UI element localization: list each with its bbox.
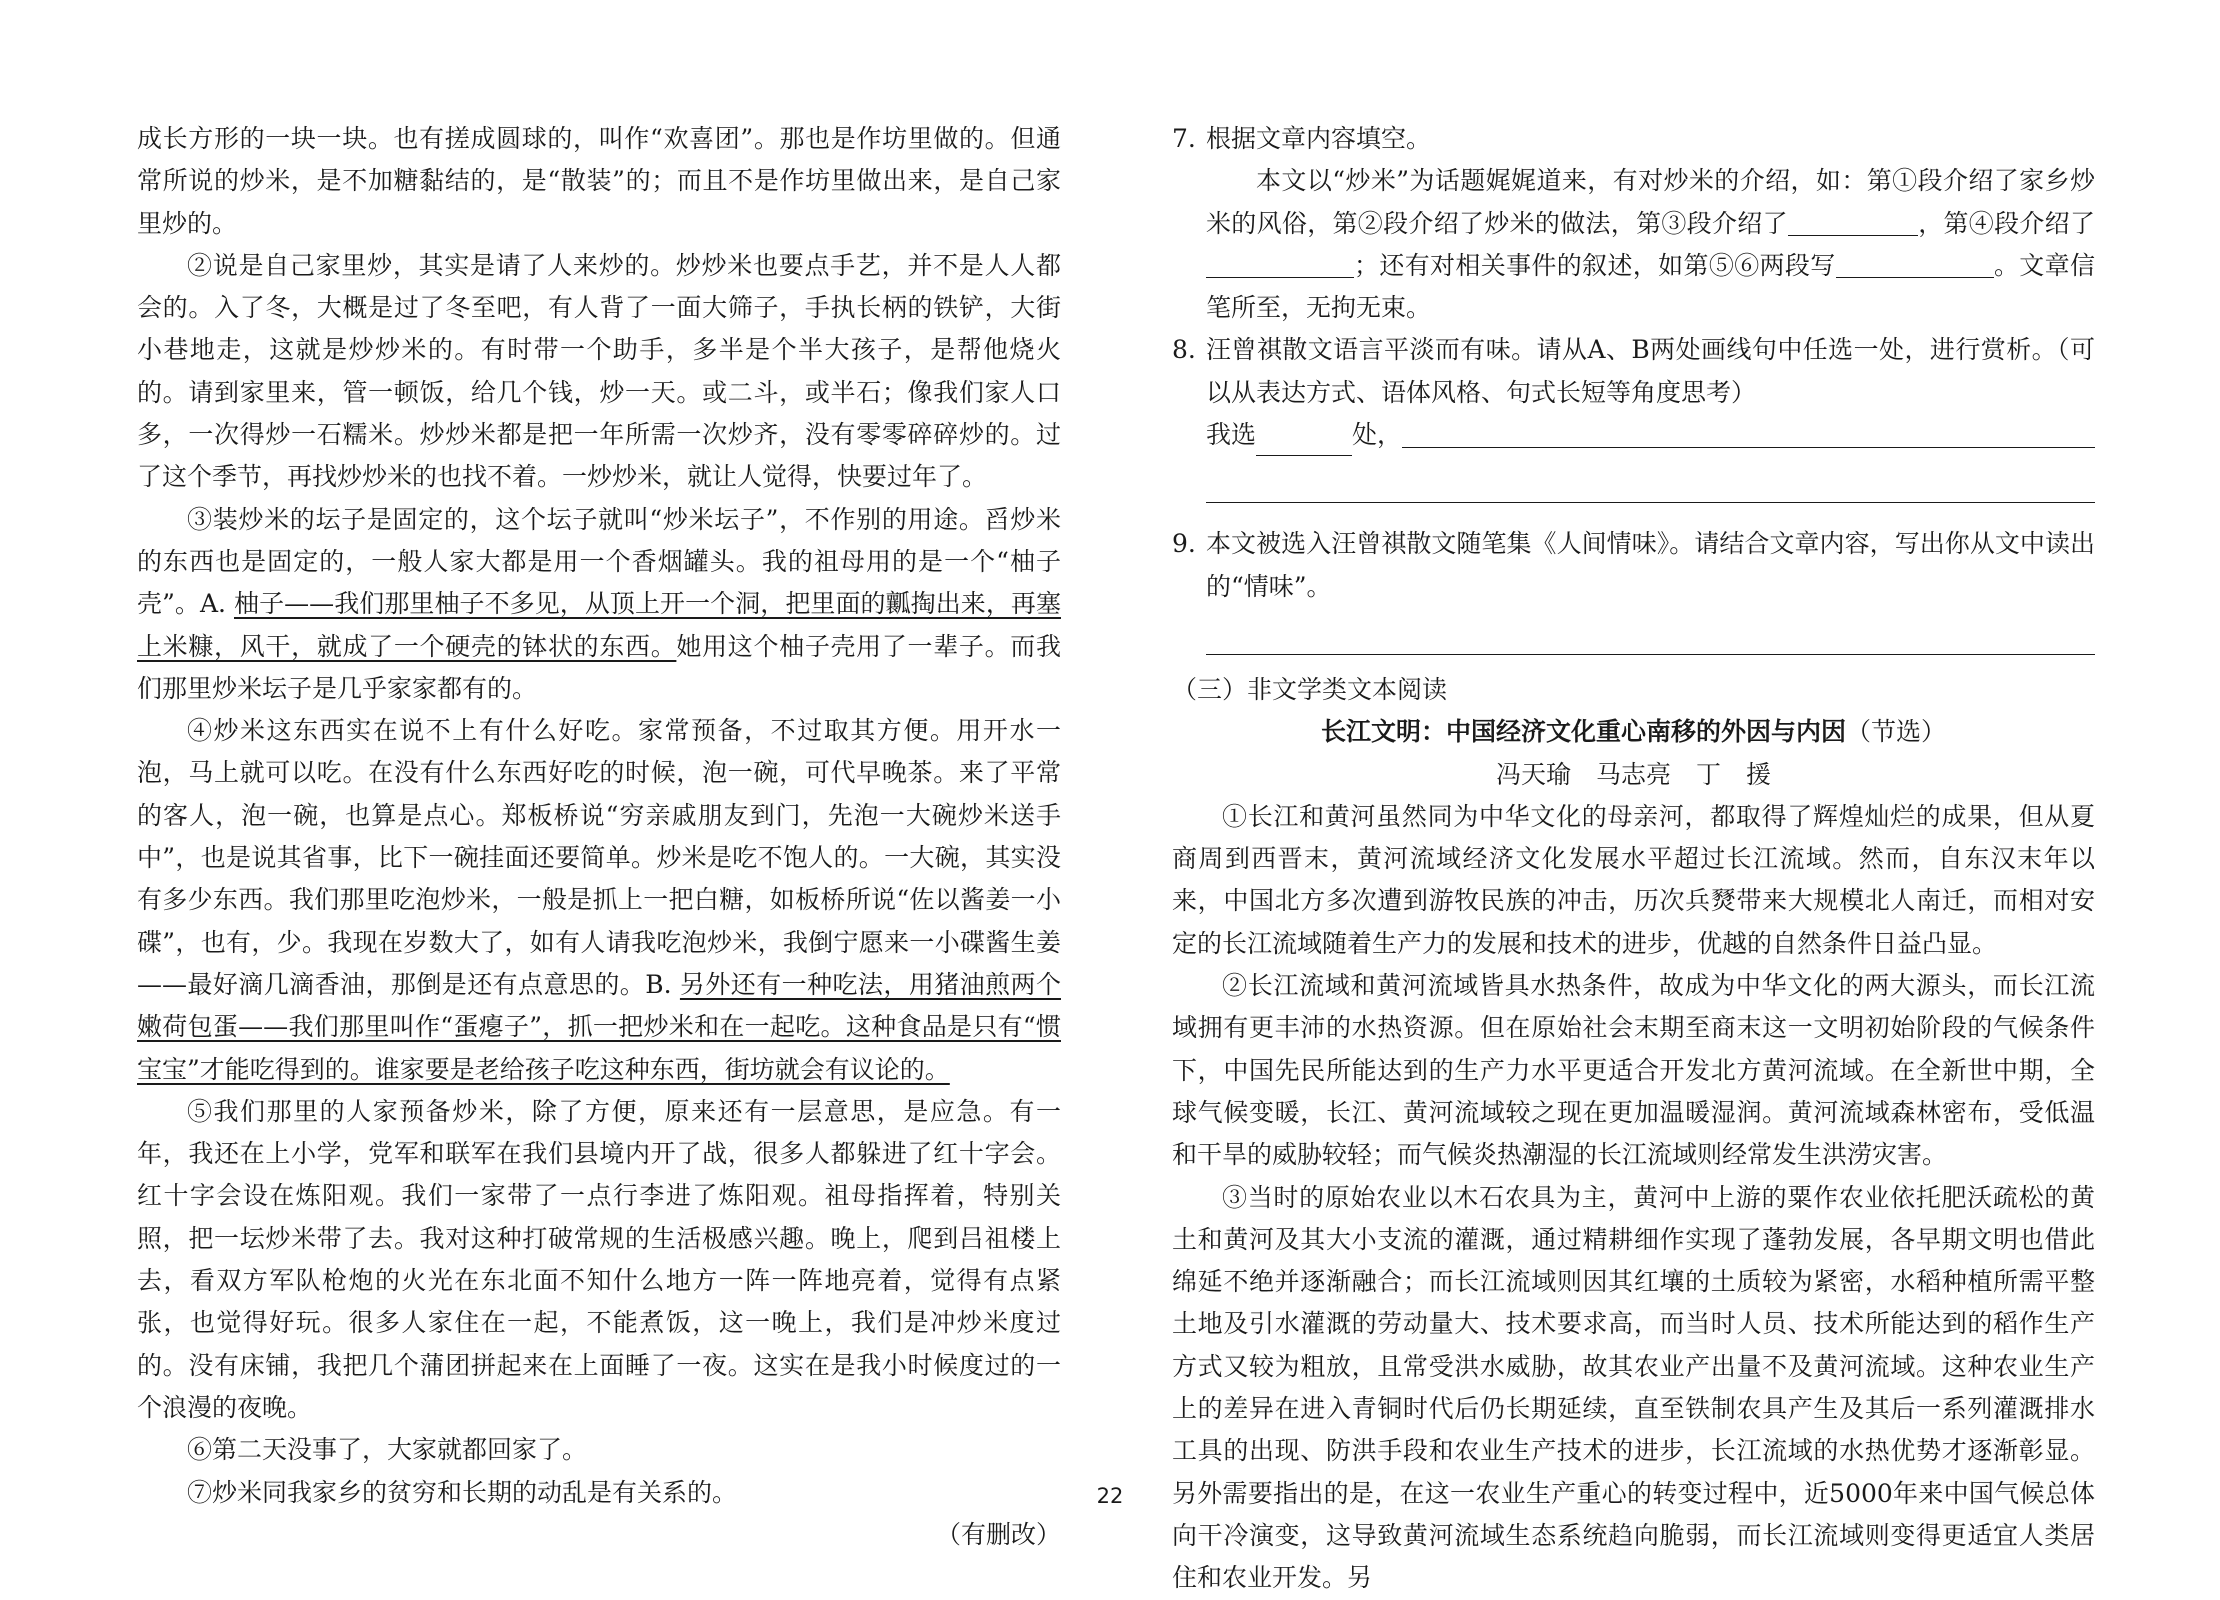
answer-line[interactable] — [1402, 419, 2095, 448]
article-paragraph-1: ①长江和黄河虽然同为中华文化的母亲河，都取得了辉煌灿烂的成果，但从夏商周到西晋末，黄河流域经济文化发展水平超过长江流域。然而，自东汉末年以来，中国北方多次遭到游牧民族的冲击，历次兵燹带来大规模北人南迁，而相对安定的长江流域随着生产力的发展和技术的进步，优越的自然条件日益凸显。 — [1172, 801, 2095, 958]
page-number: 22 — [1096, 1484, 1124, 1508]
question-7-fill-text — [1206, 160, 2095, 329]
underlined-sentence-a: 柚子——我们那里柚子不多见，从顶上开一个洞，把里面的瓤掏出来，再塞上米糠，风干，就成了一个硬壳的钵状的东西。 — [137, 589, 1061, 661]
question-7-text-3: ；还有对相关事件的叙述，如第⑤⑥两段写 — [1354, 250, 1836, 280]
question-9-prompt: 本文被选入汪曾祺散文随笔集《人间情味》。请结合文章内容，写出你从文中读出的“情味”。 — [1206, 529, 2095, 601]
question-9-number: 9. — [1172, 529, 1196, 559]
paragraph-3-text-b: 她用这个柚子壳用了一辈子。而我们那里炒米坛子是几乎家家都有的。 — [137, 631, 1061, 703]
left-column — [137, 118, 1061, 1556]
question-8 — [1172, 329, 2095, 456]
choice-blank[interactable] — [1256, 429, 1352, 456]
question-7-text-4: 。文章信笔所至，无拘无束。 — [1206, 250, 2095, 323]
source-note: （有删改） — [935, 1519, 1061, 1549]
question-7-text-1: 本文以“炒米”为话题娓娓道来，有对炒米的介绍，如：第①段介绍了家乡炒米的风俗，第②段介绍了炒米的做法，第③段介绍了 — [1206, 166, 2095, 238]
article-title-sub: （节选） — [1846, 717, 1947, 747]
right-column — [1172, 118, 2095, 1600]
paragraph-4-text-a: ④炒米这东西实在说不上有什么好吃。家常预备，不过取其方便。用开水一泡，马上就可以吃。在没有什么东西好吃的时候，泡一碗，可代早晚茶。来了平常的客人，泡一碗，也算是点心。郑板桥说“穷亲戚朋友到门，先泡一大碗炒米送手中”，也是说其省事，比下一碗挂面还要简单。炒米是吃不饱人的。一大碗，其实没有多少东西。我们那里吃泡炒米，一般是抓上一把白糖，如板桥所说“佐以酱姜一小碟”，也有，少。我现在岁数大了，如有人请我吃泡炒米，我倒宁愿来一小碟酱生姜——最好滴几滴香油，那倒是还有点意思的。B. — [137, 716, 1061, 999]
question-7-prompt: 根据文章内容填空。 — [1206, 124, 1432, 153]
article-paragraph-3: ③当时的原始农业以木石农具为主，黄河中上游的粟作农业依托肥沃疏松的黄土和黄河及其大小支流的灌溉，通过精耕细作实现了蓬勃发展，各早期文明也借此绵延不绝并逐渐融合；而长江流域则因其红壤的土质较为紧密，水稻种植所需平整土地及引水灌溉的劳动量大、技术要求高，而当时人员、技术所能达到的稻作生产方式又较为粗放，且常受洪水威胁，故其农业产出量不及黄河流域。这种农业生产上的差异在进入青铜时代后仍长期延续，直至铁制农具产生及其后一系列灌溉排水工具的出现、防洪手段和农业生产技术的进步，长江流域的水热优势才逐渐彰显。另外需要指出的是，在这一农业生产重心的转变过程中，近5000年来中国气候总体向干冷演变，这导致黄河流域生态系统趋向脆弱，而长江流域则变得更适宜人类居住和农业开发。另 — [1172, 1182, 2095, 1593]
section-heading: （三）非文学类文本阅读 — [1172, 674, 1448, 704]
question-8-choose-label-a: 我选 — [1206, 420, 1257, 450]
paragraph-5: ⑤我们那里的人家预备炒米，除了方便，原来还有一层意思，是应急。有一年，我还在上小学，党军和联军在我们县境内开了战，很多人都躲进了红十字会。红十字会设在炼阳观。我们一家带了一点行李进了炼阳观。祖母指挥着，特别关照，把一坛炒米带了去。我对这种打破常规的生活极感兴趣。晚上，爬到吕祖楼上去，看双方军队枪炮的火光在东北面不知什么地方一阵一阵地亮着，觉得有点紧张，也觉得好玩。很多人家住在一起，不能煮饭，这一晚上，我们是冲炒米度过的。没有床铺，我把几个蒲团拼起来在上面睡了一夜。这实在是我小时候度过的一个浪漫的夜晚。 — [137, 1096, 1061, 1422]
paragraph-4 — [137, 710, 1061, 1091]
question-7-number: 7. — [1172, 124, 1196, 153]
question-7-text-2: ，第④段介绍了 — [1917, 208, 2095, 238]
underlined-sentence-b: 另外还有一种吃法，用猪油煎两个嫩荷包蛋——我们那里叫作“蛋瘪子”，抓一把炒米和在一起吃。这种食品是只有“惯宝宝”才能吃得到的。谁家要是老给孩子吃这种东西，街坊就会有议论的。 — [137, 969, 1061, 1084]
article-authors: 冯天瑜 马志亮 丁 援 — [1495, 759, 1771, 789]
question-8-prompt: 汪曾祺散文语言平淡而有味。请从A、B两处画线句中任选一处，进行赏析。（可以从表达方式、语体风格、句式长短等角度思考） — [1206, 335, 2095, 407]
article-title-main: 长江文明：中国经济文化重心南移的外因与内因 — [1320, 717, 1846, 747]
article-paragraph-2: ②长江流域和黄河流域皆具水热条件，故成为中华文化的两大源头，而长江流域拥有更丰沛的水热资源。但在原始社会末期至商末这一文明初始阶段的气候条件下，中国先民所能达到的生产力水平更适合开发北方黄河流域。在全新世中期，全球气候变暖，长江、黄河流域较之现在更加温暖湿润。黄河流域森林密布，受低温和干旱的威胁较轻；而气候炎热潮湿的长江流域则经常发生洪涝灾害。 — [1172, 971, 2095, 1170]
article-title — [1172, 711, 2095, 753]
paragraph-3-text-a: ③装炒米的坛子是固定的，这个坛子就叫“炒米坛子”，不作别的用途。舀炒米的东西也是固定的，一般人家大都是用一个香烟罐头。我的祖母用的是一个“柚子壳”。A. — [137, 504, 1061, 619]
question-9 — [1172, 523, 2095, 608]
question-8-number: 8. — [1172, 335, 1196, 365]
answer-blank-3[interactable] — [1836, 251, 1994, 278]
paragraph-continued: 成长方形的一块一块。也有搓成圆球的，叫作“欢喜团”。那也是作坊里做的。但通常所说的炒米，是不加糖黏结的，是“散装”的；而且不是作坊里做出来，是自己家里炒的。 — [137, 124, 1061, 238]
answer-line[interactable] — [1206, 456, 2095, 503]
answer-line[interactable] — [1206, 608, 2095, 655]
paragraph-6: ⑥第二天没事了，大家就都回家了。 — [187, 1435, 588, 1465]
question-8-choice-row — [1206, 414, 2095, 456]
paragraph-7: ⑦炒米同我家乡的贫穷和长期的动乱是有关系的。 — [187, 1477, 738, 1507]
question-7 — [1172, 118, 2095, 329]
answer-blank-2[interactable] — [1206, 251, 1354, 278]
question-8-choose-label-b: 处， — [1352, 420, 1403, 450]
paragraph-3 — [137, 499, 1061, 710]
paragraph-2: ②说是自己家里炒，其实是请了人来炒的。炒炒米也要点手艺，并不是人人都会的。入了冬，大概是过了冬至吧，有人背了一面大筛子，手执长柄的铁铲，大街小巷地走，这就是炒炒米的。有时带一个助手，多半是个半大孩子，是帮他烧火的。请到家里来，管一顿饭，给几个钱，炒一天。或二斗，或半石；像我们家人口多，一次得炒一石糯米。炒炒米都是把一年所需一次炒齐，没有零零碎碎炒的。过了这个季节，再找炒炒米的也找不着。一炒炒米，就让人觉得，快要过年了。 — [137, 250, 1061, 492]
answer-blank-1[interactable] — [1788, 209, 1918, 236]
